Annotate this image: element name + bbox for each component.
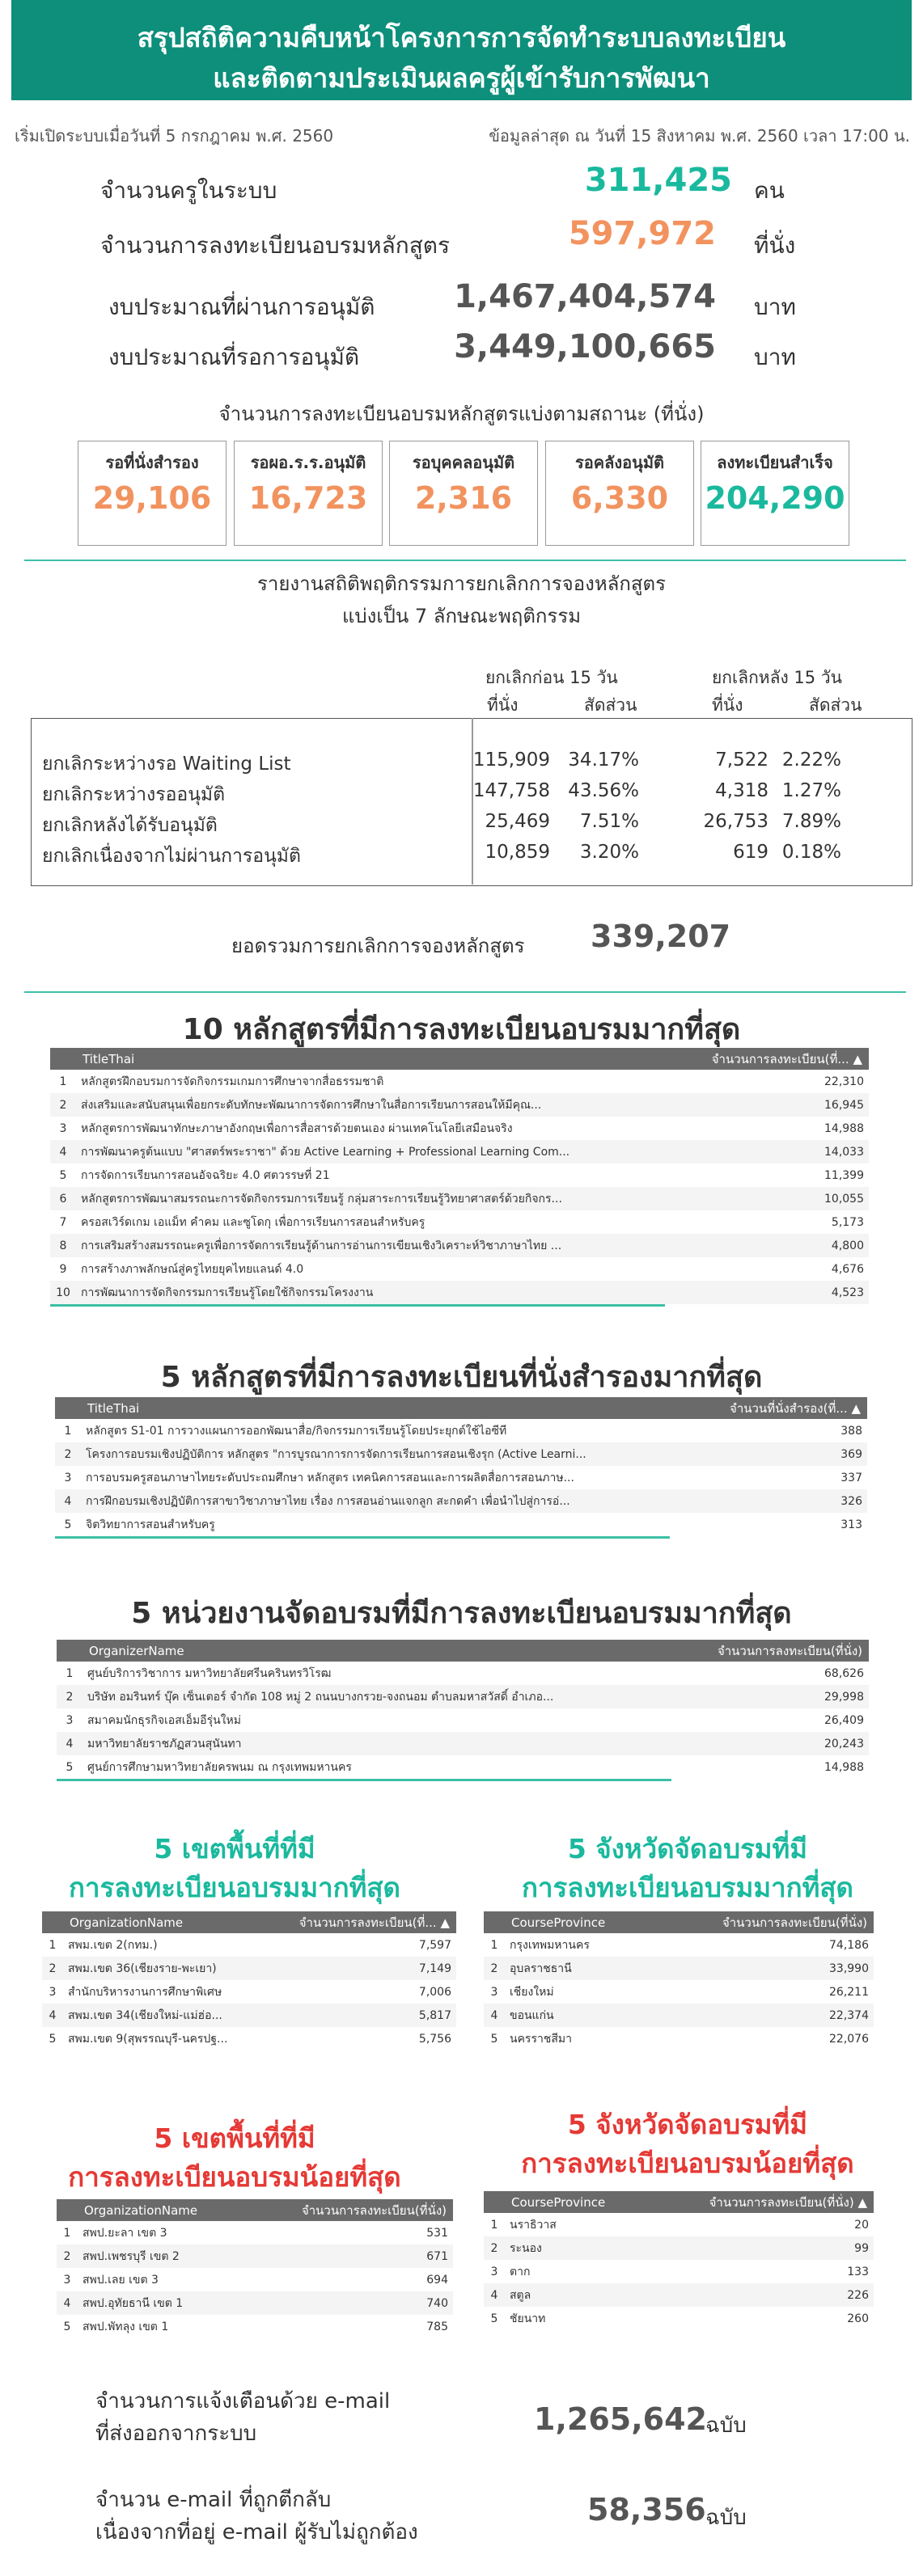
cancel-row-label: ยกเลิกระหว่างรออนุมัติ	[42, 784, 226, 805]
row-index: 1	[49, 1938, 57, 1952]
row-name: จิตวิทยาการสอนสำหรับครู	[86, 1518, 215, 1531]
row-index: 3	[49, 1985, 57, 1999]
row-index: 5	[490, 2312, 498, 2325]
row-name: การพัฒนาครูต้นแบบ "ศาสตร์พระราชา" ด้วย Active Learning + Professional Learning Com...	[76, 1140, 691, 1163]
row-value: 20	[854, 2218, 869, 2232]
table-row[interactable]	[57, 2291, 453, 2315]
top10-title: 10 หลักสูตรที่มีการลงทะเบียนอบรมมากที่สุด	[182, 1013, 741, 1046]
row-name: อุบลราชธานี	[505, 1957, 691, 1980]
table-row[interactable]	[484, 2307, 874, 2330]
row-value: 4,676	[831, 1262, 864, 1276]
registration-count-unit: ที่นั่ง	[754, 232, 796, 259]
table-row[interactable]	[42, 1980, 456, 2004]
row-index: 7	[59, 1215, 67, 1229]
table-row[interactable]	[42, 2027, 456, 2050]
table-header	[57, 2199, 453, 2221]
row-value: 10,055	[691, 1187, 869, 1210]
table-row[interactable]	[484, 2260, 874, 2283]
col-index	[484, 2191, 505, 2213]
table-row[interactable]	[55, 1442, 867, 1466]
cancel-subtitle: แบ่งเป็น 7 ลักษณะพฤติกรรม	[341, 605, 582, 627]
organizer-table	[57, 1640, 869, 1779]
area-least-table-wrap	[57, 2199, 453, 2338]
row-name: สพม.เขต 34(เชียงใหม่-แม่ฮ่อ...	[63, 2004, 273, 2027]
row-value: 68,626	[824, 1666, 864, 1680]
table-header	[484, 1911, 874, 1933]
cancel-row-after-pct: 1.27%	[781, 780, 841, 801]
table-header	[50, 1048, 869, 1070]
row-value: 133	[847, 2265, 869, 2278]
row-index: 2	[50, 1093, 76, 1117]
row-value: 16,945	[691, 1093, 869, 1117]
row-name: เชียงใหม่	[510, 1985, 554, 1999]
table-row[interactable]	[484, 2213, 874, 2236]
email-bounce-unit: ฉบับ	[705, 2506, 747, 2530]
row-index: 4	[42, 2004, 63, 2027]
table-header	[42, 1911, 456, 1933]
row-value: 388	[840, 1424, 862, 1438]
divider	[24, 991, 906, 993]
top10-table	[50, 1048, 869, 1304]
row-value: 26,409	[824, 1713, 864, 1727]
row-value: 29,998	[683, 1685, 869, 1708]
table-header	[55, 1397, 867, 1419]
before-15-header: ยกเลิกก่อน 15 วัน	[485, 668, 618, 687]
col-count-header[interactable]	[675, 2191, 874, 2213]
table-row[interactable]	[57, 2221, 453, 2244]
row-value: 785	[426, 2320, 448, 2333]
table-row[interactable]	[42, 1933, 456, 1957]
row-index: 5	[490, 2032, 498, 2046]
table-row[interactable]	[57, 2268, 453, 2291]
table-row[interactable]	[57, 2315, 453, 2338]
row-value: 694	[426, 2273, 448, 2287]
cancel-row-label: ยกเลิกหลังได้รับอนุมัติ	[42, 815, 218, 836]
table-row[interactable]	[50, 1187, 869, 1210]
row-name: หลักสูตร S1-01 การวางแผนการออกพัฒนาสื่อ/กิจกรรมการเรียนรู้โดยประยุกต์ใช้ไอซีที	[86, 1424, 507, 1438]
row-index: 3	[59, 1121, 67, 1135]
row-value: 5,817	[273, 2004, 456, 2027]
row-name: สพป.เพชรบุรี เขต 2	[78, 2244, 264, 2268]
status-box-value: 204,290	[705, 480, 845, 516]
row-index: 8	[50, 1234, 76, 1257]
row-name: นราธิวาส	[510, 2218, 557, 2232]
col-count-text: จำนวนที่นั่งสำรอง(ที่...	[730, 1400, 848, 1416]
row-value: 671	[264, 2244, 453, 2268]
row-name: นครราชสีมา	[510, 2032, 572, 2046]
row-value: 326	[697, 1489, 867, 1513]
row-index: 3	[66, 1713, 74, 1727]
row-name: สพม.เขต 9(สุพรรณบุรี-นครปฐ...	[68, 2032, 228, 2046]
row-value: 369	[697, 1442, 867, 1466]
row-name: มหาวิทยาลัยราชภัฏสวนสุนันทา	[83, 1732, 683, 1755]
row-name: บริษัท อมรินทร์ บุ๊ค เซ็นเตอร์ จำกัด 108 หมู่ 2 ถนนบางกรวย-จงถนอม ตำบลมหาสวัสดิ์ อำเภอ...	[83, 1685, 683, 1708]
approved-budget-label: งบประมาณที่ผ่านการอนุมัติ	[108, 293, 375, 320]
row-index: 1	[66, 1666, 74, 1680]
table-row[interactable]	[484, 2004, 874, 2027]
province-most-title-line1: 5 จังหวัดจัดอบรมที่มี	[567, 1833, 808, 1864]
row-index: 2	[484, 2236, 505, 2260]
reserve-table	[55, 1397, 867, 1536]
email-bounce-label-2: เนื่องจากที่อยู่ e-mail ผู้รับไม่ถูกต้อง	[95, 2520, 418, 2544]
email-sent-label-1: จำนวนการแจ้งเตือนด้วย e-mail	[95, 2389, 391, 2413]
pending-budget-label: งบประมาณที่รอการอนุมัติ	[108, 344, 360, 370]
email-sent-value: 1,265,642	[534, 2401, 707, 2437]
col-index	[42, 1911, 63, 1933]
status-box-value: 16,723	[248, 480, 368, 516]
email-sent-unit: ฉบับ	[705, 2413, 747, 2438]
status-box-principal	[234, 441, 383, 546]
row-index: 1	[64, 1424, 72, 1438]
col-count-text: จำนวนการลงทะเบียน(ที่...	[298, 1915, 437, 1930]
table-row[interactable]	[50, 1093, 869, 1117]
row-name: สพม.เขต 36(เชียงราย-พะเยา)	[63, 1957, 273, 1980]
cancel-row-label: ยกเลิกเนื่องจากไม่ผ่านการอนุมัติ	[42, 846, 301, 867]
status-box-value: 29,106	[92, 480, 212, 516]
row-index: 4	[57, 2291, 78, 2315]
row-name: การพัฒนาการจัดกิจกรรมการเรียนรู้โดยใช้กิจกรรมโครงงาน	[76, 1281, 691, 1304]
organizer-table-wrap	[57, 1640, 869, 1781]
table-row[interactable]	[484, 2283, 874, 2307]
table-underline	[55, 1536, 670, 1539]
table-row[interactable]	[42, 1957, 456, 1980]
col-count-text: จำนวนการลงทะเบียน(ที่นั่ง)	[709, 2194, 854, 2210]
email-sent-label-2: ที่ส่งออกจากระบบ	[95, 2422, 257, 2446]
row-index: 5	[59, 1168, 67, 1182]
table-row[interactable]	[484, 2236, 874, 2260]
row-name: การอบรมครูสอนภาษาไทยระดับประถมศึกษา หลักสูตร เทคนิคการสอนและการผลิตสื่อการสอนภาษ...	[86, 1471, 574, 1484]
approved-budget-unit: บาท	[754, 293, 796, 320]
status-box-treasury	[545, 441, 694, 546]
table-row[interactable]	[484, 1980, 874, 2004]
table-row[interactable]	[57, 1685, 869, 1708]
row-name: สพป.เลย เขต 3	[83, 2273, 159, 2287]
table-underline	[50, 1304, 665, 1307]
row-value: 5,756	[418, 2032, 451, 2046]
cancel-total-label: ยอดรวมการยกเลิกการจองหลักสูตร	[231, 935, 525, 957]
teacher-count-unit: คน	[754, 177, 785, 204]
row-value: 740	[264, 2291, 453, 2315]
row-value: 7,597	[418, 1938, 451, 1952]
row-name: หลักสูตรการพัฒนาทักษะภาษาอังกฤษเพื่อการสื่อสารด้วยตนเอง ผ่านเทคโนโลยีเสมือนจริง	[81, 1121, 513, 1135]
table-row[interactable]	[484, 2027, 874, 2050]
area-least-table	[57, 2199, 453, 2338]
cancel-row-after-pct: 0.18%	[781, 842, 841, 863]
status-box-value: 2,316	[414, 480, 513, 516]
table-row[interactable]	[57, 1708, 869, 1732]
sort-up-icon: ▲	[853, 1051, 862, 1066]
status-box-label: ลงทะเบียนสำเร็จ	[717, 453, 833, 472]
province-least-table	[484, 2191, 874, 2330]
col-index	[57, 2199, 78, 2221]
top10-table-wrap	[50, 1048, 869, 1307]
row-name: การฝึกอบรมเชิงปฏิบัติการสาขาวิชาภาษาไทย เรื่อง การสอนอ่านแจกลูก สะกดคำ เพื่อนำไปสู่การอ่...	[81, 1489, 697, 1513]
row-value: 22,076	[829, 2032, 869, 2046]
province-most-table	[484, 1911, 874, 2050]
row-name: โครงการอบรมเชิงปฏิบัติการ หลักสูตร "การบูรณาการการจัดการเรียนการสอนเชิงรุก (Active Learni...	[81, 1442, 697, 1466]
status-box-reserve	[78, 441, 227, 546]
row-name: การจัดการเรียนการสอนอัจฉริยะ 4.0 ศตวรรษที่ 21	[81, 1168, 330, 1182]
opened-date: เริ่มเปิดระบบเมื่อวันที่ 5 กรกฎาคม พ.ศ. 2560	[15, 126, 334, 146]
cancel-row-after-pct: 2.22%	[781, 750, 841, 771]
row-name: สพป.ยะลา เขต 3	[83, 2226, 167, 2240]
table-row[interactable]	[57, 1662, 869, 1685]
status-box-label: รอบุคคลอนุมัติ	[412, 453, 515, 472]
sort-up-icon: ▲	[857, 2194, 867, 2210]
status-box-success	[701, 441, 849, 546]
reserve-table-wrap	[55, 1397, 867, 1539]
row-index: 3	[490, 1985, 498, 1999]
row-name: สมาคมนักธุรกิจเอสเอ็มอีรุ่นใหม่	[87, 1713, 241, 1727]
cancel-row-before-pct: 34.17%	[568, 750, 639, 771]
row-name: การเสริมสร้างสมรรถนะครูเพื่อการจัดการเรียนรู้ด้านการอ่านการเขียนเชิงวิเคราะห์วิชาภาษาไทย ...	[76, 1234, 691, 1257]
row-index: 2	[55, 1442, 81, 1466]
cancel-total-value: 339,207	[591, 918, 731, 954]
area-most-title-line1: 5 เขตพื้นที่ที่มี	[154, 1833, 315, 1864]
row-index: 4	[55, 1489, 81, 1513]
col-title-header[interactable]: CourseProvince	[505, 2191, 675, 2213]
table-row[interactable]	[55, 1419, 867, 1442]
row-value: 14,988	[824, 1760, 864, 1774]
row-value: 74,186	[829, 1938, 869, 1952]
sort-up-icon: ▲	[851, 1400, 861, 1416]
row-value: 531	[426, 2226, 448, 2240]
province-least-title-line2: การลงทะเบียนอบรมน้อยที่สุด	[521, 2147, 854, 2179]
row-name: ส่งเสริมและสนับสนุนเพื่อยกระดับทักษะพัฒนาการจัดการศึกษาในสื่อการเรียนการสอนให้มีคุณ...	[76, 1093, 691, 1117]
email-bounce-label-1: จำนวน e-mail ที่ถูกตีกลับ	[95, 2488, 332, 2512]
col-title-header[interactable]: CourseProvince	[505, 1911, 691, 1933]
col-count-header[interactable]	[691, 1048, 869, 1070]
area-most-table	[42, 1911, 456, 2050]
cancel-row-label: ยกเลิกระหว่างรอ Waiting List	[42, 754, 291, 775]
after-seats-header: ที่นั่ง	[712, 695, 743, 715]
province-least-table-wrap	[484, 2191, 874, 2330]
cancel-row-after-seats: 619	[733, 842, 768, 863]
table-row[interactable]	[57, 1732, 869, 1755]
registration-count-value: 597,972	[568, 215, 716, 252]
pending-budget-value: 3,449,100,665	[454, 328, 716, 365]
table-header	[57, 1640, 869, 1662]
row-value: 14,033	[691, 1140, 869, 1163]
status-box-label: รอคลังอนุมัติ	[574, 453, 664, 472]
row-index: 2	[57, 2244, 78, 2268]
row-name: การสร้างภาพลักษณ์สู่ครูไทยยุคไทยแลนด์ 4.0	[81, 1262, 304, 1276]
row-value: 26,211	[829, 1985, 869, 1999]
table-row[interactable]	[55, 1513, 867, 1536]
row-name: ระนอง	[505, 2236, 675, 2260]
row-name: สพป.พัทลุง เขต 1	[83, 2320, 169, 2333]
cancel-row-before-seats: 115,909	[472, 750, 550, 771]
table-row[interactable]	[55, 1466, 867, 1489]
row-index: 2	[42, 1957, 63, 1980]
table-row[interactable]	[50, 1257, 869, 1281]
row-index: 1	[490, 1938, 498, 1952]
row-name: สพม.เขต 2(กทม.)	[68, 1938, 158, 1952]
cancel-row-before-pct: 3.20%	[579, 842, 639, 863]
row-value: 11,399	[824, 1168, 864, 1182]
before-seats-header: ที่นั่ง	[487, 695, 519, 715]
table-row[interactable]	[484, 1957, 874, 1980]
row-index: 5	[63, 2320, 71, 2333]
row-index: 1	[63, 2226, 71, 2240]
registration-count-label: จำนวนการลงทะเบียนอบรมหลักสูตร	[100, 232, 451, 259]
row-value: 4,523	[691, 1281, 869, 1304]
sort-up-icon: ▲	[440, 1915, 450, 1930]
table-row[interactable]	[50, 1234, 869, 1257]
col-index	[57, 1640, 83, 1662]
col-count-header[interactable]	[697, 1397, 867, 1419]
cancel-row-before-seats: 10,859	[485, 842, 550, 863]
teacher-count-label: จำนวนครูในระบบ	[100, 177, 277, 204]
table-header	[484, 2191, 874, 2213]
province-most-table-wrap	[484, 1911, 874, 2050]
province-most-title-line2: การลงทะเบียนอบรมมากที่สุด	[521, 1872, 853, 1903]
pending-budget-unit: บาท	[754, 344, 796, 370]
cancel-row-before-seats: 147,758	[472, 780, 550, 801]
status-title: จำนวนการลงทะเบียนอบรมหลักสูตรแบ่งตามสถานะ (ที่นั่ง)	[218, 403, 705, 425]
row-name: ชัยนาท	[510, 2312, 546, 2325]
col-count-header[interactable]: จำนวนการลงทะเบียน(ที่นั่ง)	[264, 2199, 453, 2221]
table-row[interactable]	[50, 1140, 869, 1163]
row-index: 5	[64, 1518, 72, 1531]
row-value: 5,173	[831, 1215, 864, 1229]
row-name: สตูล	[505, 2283, 675, 2307]
cancel-row-before-seats: 25,469	[485, 811, 550, 832]
table-row[interactable]	[50, 1117, 869, 1140]
cancel-row-after-seats: 4,318	[715, 780, 768, 801]
row-index: 6	[50, 1187, 76, 1210]
row-value: 22,374	[691, 2004, 874, 2027]
teacher-count-value: 311,425	[584, 162, 732, 199]
row-index: 1	[490, 2218, 498, 2232]
row-value: 226	[675, 2283, 874, 2307]
row-name: หลักสูตรการพัฒนาสมรรถนะการจัดกิจกรรมการเรียนรู้ กลุ่มสาระการเรียนรู้วิทยาศาสตร์ด้วยกิจกร...	[76, 1187, 691, 1210]
cancel-row-before-pct: 43.56%	[568, 780, 639, 801]
email-bounce-value: 58,356	[587, 2492, 706, 2527]
table-row[interactable]	[50, 1281, 869, 1304]
row-value: 260	[847, 2312, 869, 2325]
row-value: 33,990	[691, 1957, 874, 1980]
updated-date: ข้อมูลล่าสุด ณ วันที่ 15 สิงหาคม พ.ศ. 2560 เวลา 17:00 น.	[489, 126, 910, 146]
table-row[interactable]	[50, 1163, 869, 1187]
col-title-header[interactable]: OrganizationName	[78, 2199, 264, 2221]
col-title-header[interactable]: OrganizerName	[83, 1640, 683, 1662]
cancel-row-after-pct: 7.89%	[781, 811, 841, 832]
table-row[interactable]	[50, 1210, 869, 1234]
row-index: 9	[59, 1262, 67, 1276]
col-count-text: จำนวนการลงทะเบียน(ที่...	[711, 1051, 849, 1066]
area-most-title-line2: การลงทะเบียนอบรมมากที่สุด	[68, 1872, 400, 1903]
row-value: 4,800	[691, 1234, 869, 1257]
table-row[interactable]	[484, 1933, 874, 1957]
row-index: 3	[64, 1471, 72, 1484]
row-index: 1	[59, 1075, 67, 1088]
row-value: 7,149	[273, 1957, 456, 1980]
row-index: 4	[57, 1732, 83, 1755]
row-value: 14,988	[824, 1121, 864, 1135]
header-title-line1: สรุปสถิติความคืบหน้าโครงการการจัดทำระบบลงทะเบียน	[137, 22, 786, 53]
row-index: 4	[484, 2283, 505, 2307]
row-value: 7,006	[418, 1985, 451, 1999]
cancel-row-after-seats: 26,753	[703, 811, 768, 832]
status-box-label: รอผอ.ร.ร.อนุมัติ	[250, 453, 366, 472]
after-15-header: ยกเลิกหลัง 15 วัน	[712, 668, 842, 687]
col-title-header[interactable]: OrganizationName	[63, 1911, 273, 1933]
row-value: 22,310	[824, 1075, 864, 1088]
row-value: 337	[840, 1471, 862, 1484]
col-index	[484, 1911, 505, 1933]
table-underline	[57, 1779, 671, 1781]
col-title-header[interactable]: TitleThai	[76, 1048, 691, 1070]
row-name: ศูนย์การศึกษามหาวิทยาลัยครพนม ณ กรุงเทพมหานคร	[87, 1760, 352, 1774]
area-least-title-line2: การลงทะเบียนอบรมน้อยที่สุด	[68, 2161, 401, 2193]
table-row[interactable]	[55, 1489, 867, 1513]
row-name: สำนักบริหารงานการศึกษาพิเศษ	[68, 1985, 222, 1999]
table-row[interactable]	[50, 1070, 869, 1093]
row-index: 5	[66, 1760, 74, 1774]
province-least-title-line1: 5 จังหวัดจัดอบรมที่มี	[567, 2109, 808, 2140]
row-index: 4	[484, 2004, 505, 2027]
before-ratio-header: สัดส่วน	[584, 695, 637, 715]
area-most-table-wrap	[42, 1911, 456, 2050]
row-name: หลักสูตรฝึกอบรมการจัดกิจกรรมเกมการศึกษาจากสื่อธรรมชาติ	[81, 1075, 384, 1088]
col-index	[50, 1048, 76, 1070]
col-title-header[interactable]: TitleThai	[81, 1397, 697, 1419]
col-index	[55, 1397, 81, 1419]
row-index: 3	[63, 2273, 71, 2287]
reserve-title: 5 หลักสูตรที่มีการลงทะเบียนที่นั่งสำรองมากที่สุด	[160, 1361, 763, 1394]
header-title-line2: และติดตามประเมินผลครูผู้เข้ารับการพัฒนา	[213, 62, 710, 94]
table-row[interactable]	[42, 2004, 456, 2027]
row-value: 99	[675, 2236, 874, 2260]
row-name: ครอสเวิร์ดเกม เอแม็ท คำคม และซูโดกุ เพื่อการเรียนการสอนสำหรับครู	[81, 1215, 426, 1229]
status-box-personnel	[389, 441, 538, 546]
row-index: 5	[49, 2032, 57, 2046]
row-index: 10	[50, 1281, 76, 1304]
row-index: 4	[50, 1140, 76, 1163]
area-least-title-line1: 5 เขตพื้นที่ที่มี	[154, 2122, 315, 2154]
table-row[interactable]	[57, 1755, 869, 1779]
row-index: 2	[484, 1957, 505, 1980]
after-ratio-header: สัดส่วน	[809, 695, 862, 715]
col-count-header[interactable]: จำนวนการลงทะเบียน(ที่นั่ง)	[691, 1911, 874, 1933]
row-value: 20,243	[683, 1732, 869, 1755]
cancel-row-after-seats: 7,522	[715, 750, 768, 771]
row-index: 3	[490, 2265, 498, 2278]
cancel-title: รายงานสถิติพฤติกรรมการยกเลิกการจองหลักสูตร	[256, 572, 667, 595]
organizer-title: 5 หน่วยงานจัดอบรมที่มีการลงทะเบียนอบรมมากที่สุด	[131, 1597, 792, 1630]
row-name: ศูนย์บริการวิชาการ มหาวิทยาลัยศรีนครินทรวิโรฒ	[87, 1666, 332, 1680]
col-count-header[interactable]	[273, 1911, 456, 1933]
table-row[interactable]	[57, 2244, 453, 2268]
row-name: กรุงเทพมหานคร	[510, 1938, 590, 1952]
row-name: สพป.อุทัยธานี เขต 1	[78, 2291, 264, 2315]
row-name: ตาก	[510, 2265, 531, 2278]
row-name: ขอนแก่น	[505, 2004, 691, 2027]
cancel-row-before-pct: 7.51%	[579, 811, 639, 832]
approved-budget-value: 1,467,404,574	[454, 278, 716, 315]
col-count-header[interactable]: จำนวนการลงทะเบียน(ที่นั่ง)	[683, 1640, 869, 1662]
status-box-value: 6,330	[570, 480, 669, 516]
row-index: 2	[57, 1685, 83, 1708]
status-box-label: รอที่นั่งสำรอง	[105, 453, 199, 472]
page-header	[11, 0, 912, 100]
row-value: 313	[840, 1518, 862, 1531]
divider	[24, 560, 906, 561]
